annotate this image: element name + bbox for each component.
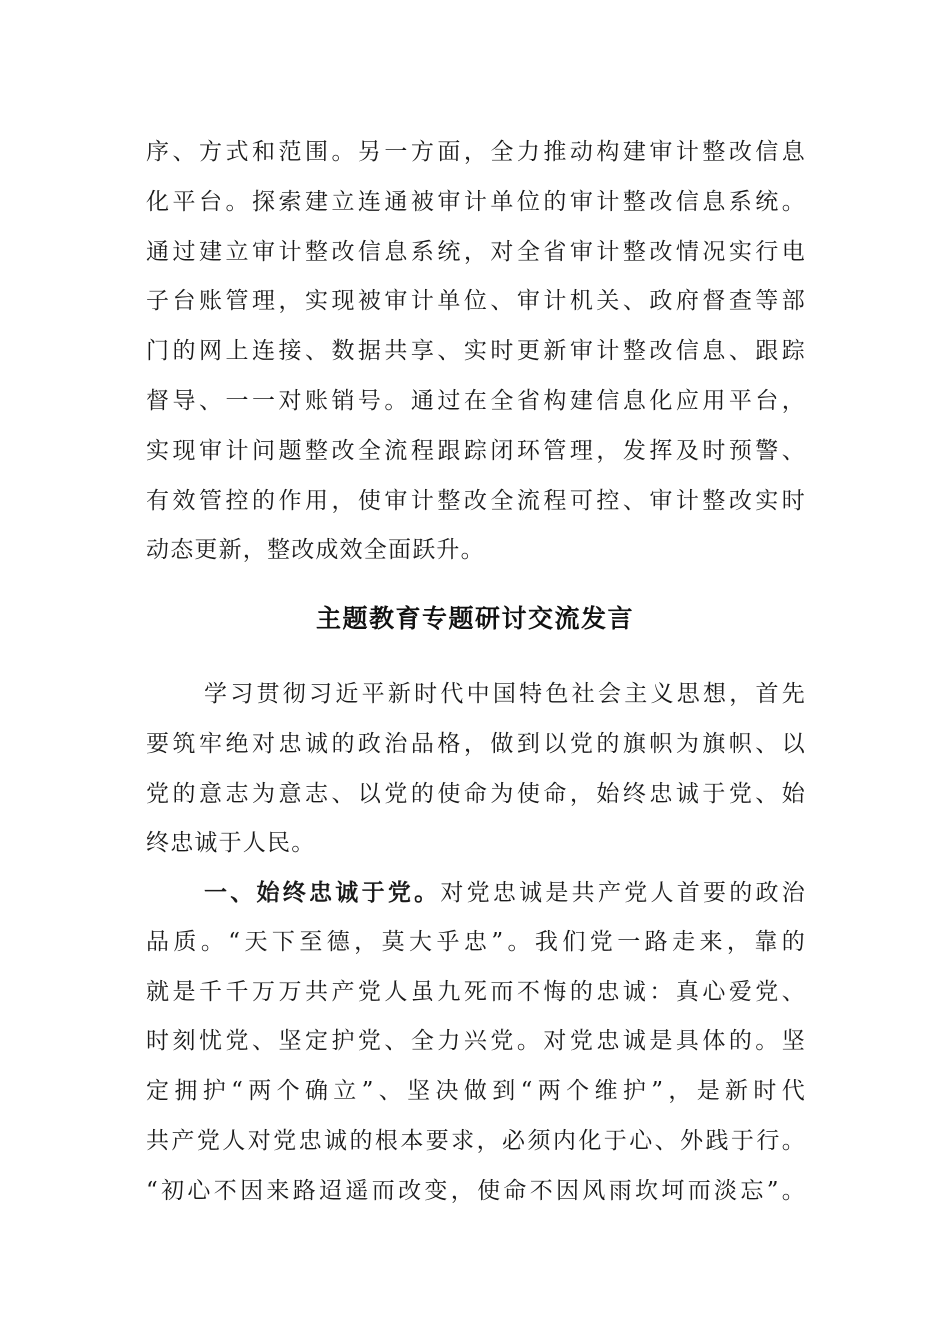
text-line: 门的网上连接、数据共享、实时更新审计整改信息、跟踪	[146, 338, 806, 365]
section-title: 主题教育专题研讨交流发言	[315, 604, 634, 633]
text-line: 动态更新，整改成效全面跃升。	[146, 537, 485, 564]
text-line: 时刻忧党、坚定护党、全力兴党。对党忠诚是具体的。坚	[146, 1028, 806, 1055]
text-line: 定拥护“两个确立”、坚决做到“两个维护”，是新时代	[146, 1078, 806, 1105]
text-line: 化平台。探索建立连通被审计单位的审计整改信息系统。	[146, 188, 806, 215]
text-line: 终忠诚于人民。	[146, 830, 316, 857]
text-line: 品质。“天下至德，莫大乎忠”。我们党一路走来，靠的	[146, 928, 806, 955]
intro-paragraph	[146, 670, 806, 869]
text-line: 序、方式和范围。另一方面，全力推动构建审计整改信息	[146, 139, 806, 165]
paragraph-top	[146, 128, 806, 576]
text-line: 学习贯彻习近平新时代中国特色社会主义思想，首先	[204, 681, 806, 707]
text-line: 共产党人对党忠诚的根本要求，必须内化于心、外践于行。	[146, 1127, 806, 1154]
section-one-first-line	[146, 868, 806, 918]
text-line: 就是千千万万共产党人虽九死而不悔的忠诚：真心爱党、	[146, 978, 806, 1005]
text-line: 督导、一一对账销号。通过在全省构建信息化应用平台，	[146, 387, 806, 414]
text-line: 有效管控的作用，使审计整改全流程可控、审计整改实时	[146, 487, 806, 514]
text-line: 子台账管理，实现被审计单位、审计机关、政府督查等部	[146, 288, 806, 315]
text-line: 实现审计问题整改全流程跟踪闭环管理，发挥及时预警、	[146, 437, 806, 464]
text-line: 党的意志为意志、以党的使命为使命，始终忠诚于党、始	[146, 780, 806, 807]
section-one-heading: 一、始终忠诚于党。	[204, 879, 441, 906]
text-line: 要筑牢绝对忠诚的政治品格，做到以党的旗帜为旗帜、以	[146, 730, 806, 757]
text-line: 通过建立审计整改信息系统，对全省审计整改情况实行电	[146, 238, 806, 265]
section-one-first-line-text: 对党忠诚是共产党人首要的政治	[440, 880, 806, 906]
text-line: “初心不因来路迢遥而改变，使命不因风雨坎坷而淡忘”。	[146, 1177, 806, 1204]
section-one-paragraph	[146, 868, 806, 1217]
